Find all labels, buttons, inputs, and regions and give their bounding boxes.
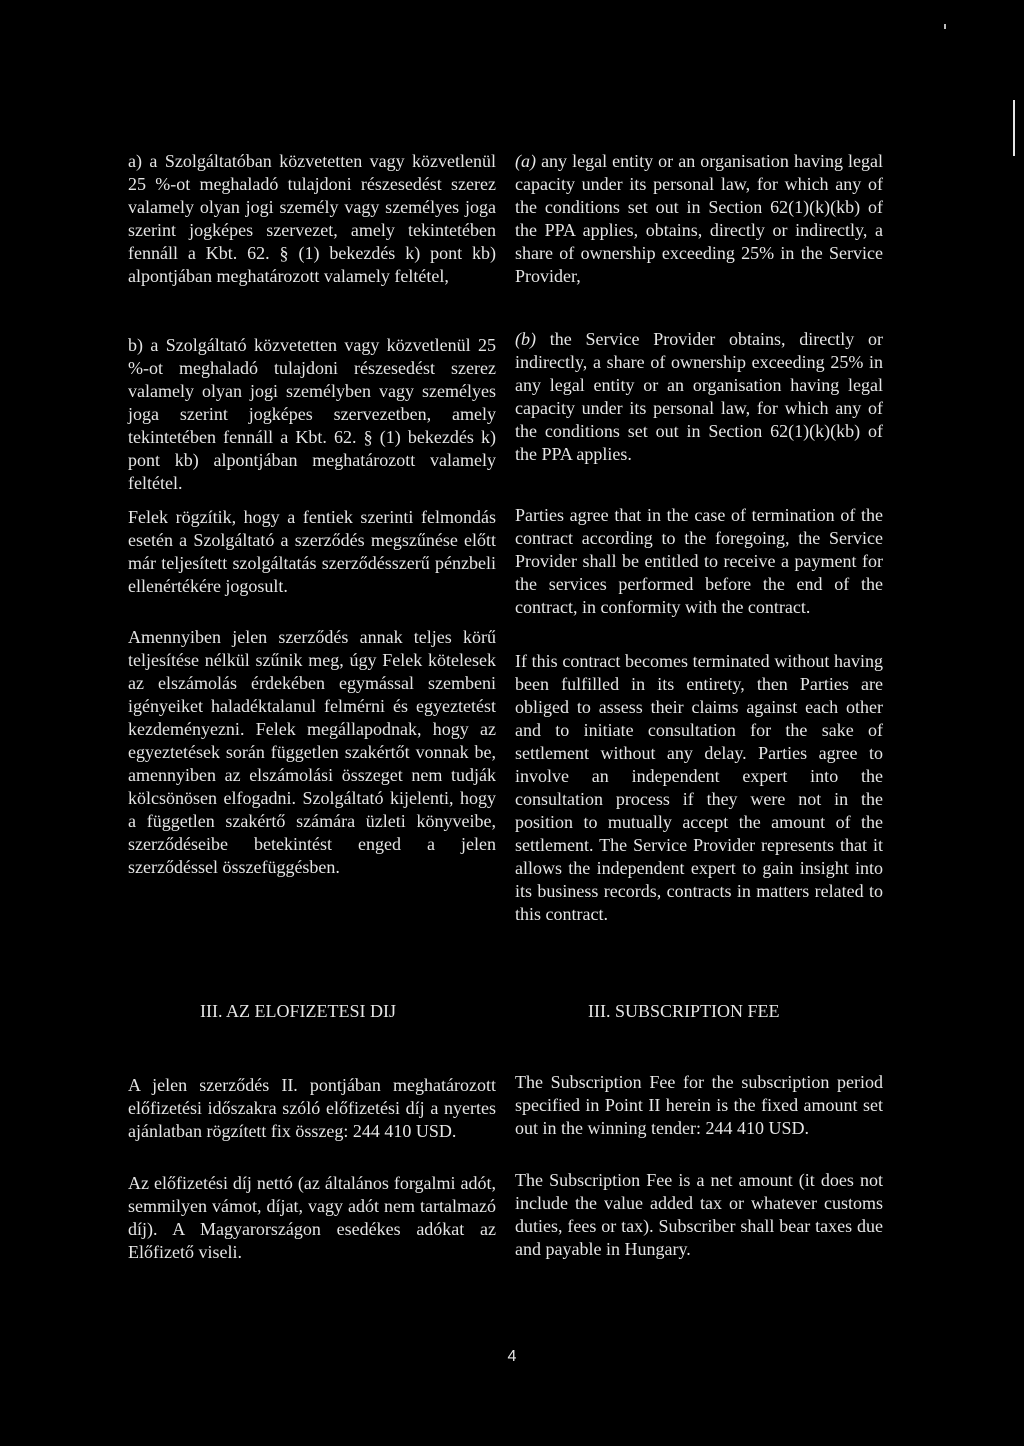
- en-item-a: [515, 150, 883, 288]
- hu-item-b-label: b): [128, 335, 143, 355]
- hu-item-b: [128, 334, 496, 495]
- hu-item-a-text: a Szolgáltatóban közvetetten vagy közvetlenül 25 %-ot meghaladó tulajdoni részesedést szerez valamely olyan jogi személy vagy személyes joga szerint jogképes szervezet, amely tekintetében fennáll a Kbt. 62. § (1) bekezdés k) pont kb) alpontjában meghatározott valamely feltétel,: [128, 151, 497, 286]
- hu-net-paragraph: Az előfizetési díj nettó (az általános forgalmi adót, semmilyen vámot, díjat, vagy adót nem tartalmazó díj). A Magyarországon esedékes adókat az Előfizető viseli.: [128, 1173, 496, 1262]
- hu-item-b-text: a Szolgáltató közvetetten vagy közvetlenül 25 %-ot meghaladó tulajdoni részesedést szerez valamely olyan jogi személyben vagy személyes joga szerint jogképes szervezetben, amely tekintetében fennáll a Kbt. 62. § (1) bekezdés k) pont kb) alpontjában meghatározott valamely feltétel.: [128, 335, 496, 493]
- hu-section-heading: III. AZ ELOFIZETESI DIJ: [200, 1001, 396, 1021]
- margin-rule: [1013, 100, 1015, 156]
- hu-fee-paragraph: A jelen szerződés II. pontjában meghatározott előfizetési időszakra szóló előfizetési díj a nyertes ajánlatban rögzített fix összeg: 244 410 USD.: [128, 1075, 496, 1141]
- scan-speck: [944, 24, 946, 29]
- hu-item-a-label: a): [128, 151, 142, 171]
- en-fee-paragraph: The Subscription Fee for the subscription period specified in Point II herein is the fixed amount set out in the winning tender: 244 410 USD.: [515, 1072, 883, 1138]
- en-item-a-label: (a): [515, 151, 536, 171]
- hu-termination-paragraph: Felek rögzítik, hogy a fentiek szerinti felmondás esetén a Szolgáltató a szerződés megszűnése előtt már teljesített szolgáltatás szerződésszerű pénzbeli ellenértékére jogosult.: [128, 507, 496, 596]
- en-net-paragraph: The Subscription Fee is a net amount (it does not include the value added tax or whatever customs duties, fees or tax). Subscriber shall bear taxes due and payable in Hungary.: [515, 1170, 883, 1259]
- hu-item-a: [128, 150, 496, 288]
- hu-settlement-paragraph: Amennyiben jelen szerződés annak teljes körű teljesítése nélkül szűnik meg, úgy Felek kötelesek az elszámolás érdekében egymással szembeni igényeiket haladéktalanul felmérni és egyeztetést kezdeményezni. Felek megállapodnak, hogy az egyeztetések során független szakértőt vonnak be, amennyiben az elszámolási összeget nem tudják kölcsönösen elfogadni. Szolgáltató kijelenti, hogy a független szakértő számára üzleti könyveibe, szerződéseibe betekintést enged a jelen szerződéssel összefüggésben.: [128, 627, 496, 877]
- page-number: 4: [507, 1348, 517, 1365]
- en-item-b: [515, 328, 883, 466]
- en-section-heading: III. SUBSCRIPTION FEE: [588, 1001, 780, 1021]
- en-termination-paragraph: Parties agree that in the case of termination of the contract according to the foregoing, the Service Provider shall be entitled to receive a payment for the services performed before the end of the contract, in conformity with the contract.: [515, 505, 883, 617]
- en-item-b-text: the Service Provider obtains, directly or indirectly, a share of ownership exceeding 25% in any legal entity or an organisation having legal capacity under its personal law, for which any of the conditions set out in Section 62(1)(k)(kb) of the PPA applies.: [515, 329, 883, 464]
- en-item-b-label: (b): [515, 329, 536, 349]
- en-settlement-paragraph: If this contract becomes terminated without having been fulfilled in its entirety, then Parties are obliged to assess their claims against each other and to initiate consultation for the sake of settlement without any delay. Parties agree to involve an independent expert into the consultation process if they were not in the position to mutually accept the amount of the settlement. The Service Provider represents that it allows the independent expert to gain insight into its business records, contracts in matters related to this contract.: [515, 651, 883, 924]
- en-item-a-text: any legal entity or an organisation having legal capacity under its personal law, for which any of the conditions set out in Section 62(1)(k)(kb) of the PPA applies, obtains, directly or indirectly, a share of ownership exceeding 25% in the Service Provider,: [515, 151, 884, 286]
